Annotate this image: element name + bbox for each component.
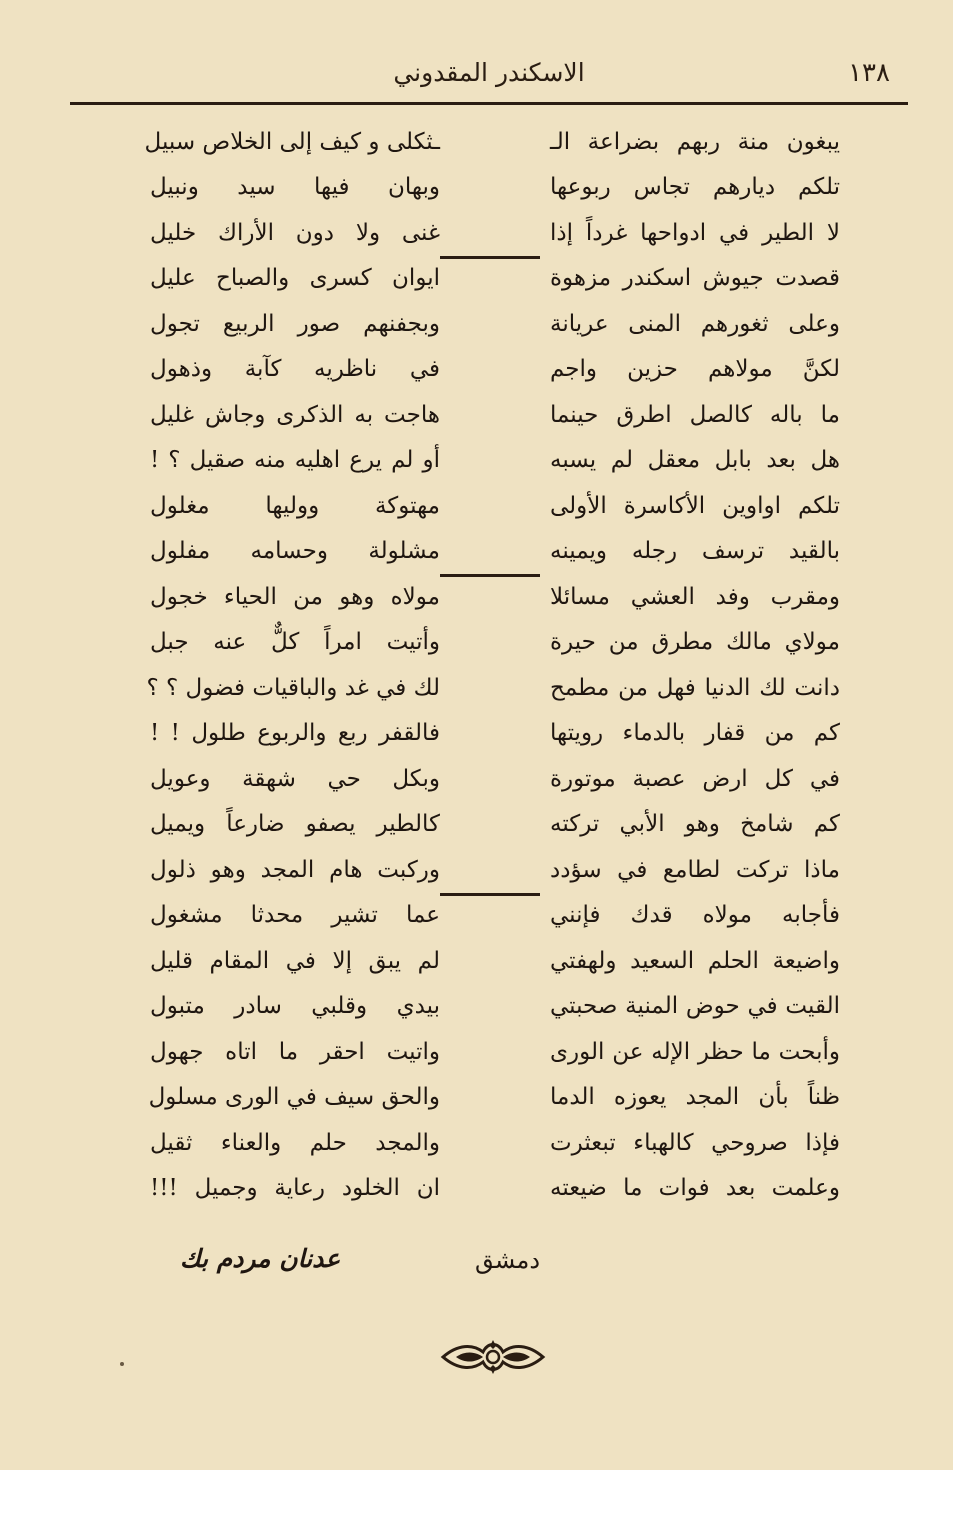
verse-line (146, 666, 840, 712)
hemistich-first: مولاي مالك مطرق من حيرة (550, 629, 840, 656)
verse-line (150, 211, 840, 257)
hemistich-first: لكنَّ مولاهم حزين واجم (550, 356, 840, 383)
hemistich-first: بالقيد ترسف رجله ويمينه (550, 538, 840, 565)
hemistich-first: هل بعد بابل معقل لم يسبه (550, 447, 840, 474)
verse-line (150, 530, 840, 576)
hemistich-second: ـثكلى و كيف إلى الخلاص سبيل (144, 128, 440, 155)
verse-line (144, 120, 840, 166)
verse-line (150, 348, 840, 394)
verse-line (150, 803, 840, 849)
hemistich-second: وبكل حي شهقة وعويل (150, 765, 440, 792)
stanza (150, 894, 840, 1213)
hemistich-first: ظناً بأن المجد يعوزه الدما (550, 1084, 840, 1111)
hemistich-first: فأجابه مولاه قدك فإنني (550, 902, 840, 929)
hemistich-first: القيت في حوض المنية صحبتي (550, 993, 840, 1020)
page-number: ١٣٨ (848, 58, 890, 88)
hemistich-first: واضيعة الحلم السعيد ولهفتي (550, 947, 840, 974)
hemistich-first: قصدت جيوش اسكندر مزهوة (550, 265, 840, 292)
hemistich-second: كالطير يصفو ضارعاً ويميل (150, 811, 440, 838)
place-name: دمشق (475, 1246, 540, 1274)
verse-line (150, 939, 840, 985)
verse-line (150, 439, 840, 485)
hemistich-second: مشلولة وحسامه مفلول (150, 538, 440, 565)
hemistich-first: ما باله كالصل اطرق حينما (550, 401, 840, 428)
paper-speck (120, 1362, 124, 1366)
hemistich-first: لا الطير في ادواحها غرداً إذا (550, 219, 840, 246)
stanza (150, 257, 840, 576)
running-title: الاسكندر المقدوني (393, 58, 585, 87)
verse-line (150, 894, 840, 940)
hemistich-first: ماذا تركت لطامع في سؤدد (550, 856, 840, 883)
hemistich-second: ان الخلود رعاية وجميل !!! (150, 1175, 440, 1202)
hemistich-second: وأتيت امراً كلٌّ عنه جبل (150, 629, 440, 656)
hemistich-first: فإذا صروحي كالهباء تبعثرت (550, 1129, 840, 1156)
arabesque-ornament-icon (438, 1332, 548, 1382)
hemistich-second: بيدي وقلبي سادر متبول (150, 993, 440, 1020)
verse-line (150, 712, 840, 758)
verse-line (150, 257, 840, 303)
hemistich-second: فالقفر ربع والربوع طلول ! ! (150, 720, 440, 747)
hemistich-second: وبجفنهم صور الربيع تجول (150, 310, 440, 337)
verse-line (150, 985, 840, 1031)
verse-line (150, 848, 840, 894)
hemistich-second: غنى ولا دون الأراك خليل (150, 219, 440, 246)
page-header (70, 50, 908, 100)
hemistich-first: وعلمت بعد فوات ما ضيعته (550, 1175, 840, 1202)
hemistich-first: في كل ارض عصبة موتورة (550, 765, 840, 792)
stanza (146, 575, 840, 894)
hemistich-first: وعلى ثغورهم المنى عريانة (550, 310, 840, 337)
poem-footer (180, 1242, 550, 1292)
hemistich-second: هاجت به الذكرى وجاش غليل (150, 401, 440, 428)
verse-line (150, 1167, 840, 1213)
hemistich-second: مهتوكة ووليها مغلول (150, 492, 440, 519)
verse-line (150, 1030, 840, 1076)
verse-line (150, 757, 840, 803)
hemistich-second: لك في غد والباقيات فضول ؟ ؟ (146, 674, 440, 701)
hemistich-second: ايوان كسرى والصباح عليل (150, 265, 440, 292)
header-rule (70, 102, 908, 105)
poem (144, 120, 840, 1212)
verse-line (150, 575, 840, 621)
hemistich-second: عما تشير محدثا مشغول (150, 902, 440, 929)
verse-line (150, 393, 840, 439)
hemistich-first: تلكم اواوين الأكاسرة الأولى (550, 492, 840, 519)
verse-line (150, 1076, 840, 1122)
verse-line (150, 166, 840, 212)
hemistich-second: مولاه وهو من الحياء خجول (150, 583, 440, 610)
hemistich-first: كم شامخ وهو الأبي تركته (550, 811, 840, 838)
hemistich-second: والحق سيف في الورى مسلول (148, 1084, 440, 1111)
hemistich-first: تلكم ديارهم تجاس ربوعها (550, 174, 840, 201)
author-signature: عدنان مردم بك (180, 1244, 341, 1273)
stanza (144, 120, 840, 257)
hemistich-second: وبهان فيها سيد ونبيل (150, 174, 440, 201)
hemistich-second: واتيت احقر ما اتاه جهول (150, 1038, 440, 1065)
verse-line (150, 302, 840, 348)
hemistich-first: كم من قفار بالدماء رويتها (550, 720, 840, 747)
hemistich-first: دانت لك الدنيا فهل من مطمح (550, 674, 840, 701)
hemistich-first: ومقرب وفد العشي مسائلا (550, 583, 840, 610)
hemistich-second: لم يبق إلا في المقام قليل (150, 947, 440, 974)
hemistich-second: أو لم يرع اهليه منه صقيل ؟ ! (150, 447, 440, 474)
hemistich-second: في ناظريه كآبة وذهول (150, 356, 440, 383)
verse-line (150, 621, 840, 667)
hemistich-first: يبغون منة ربهم بضراعة الـ (550, 128, 840, 155)
verse-line (150, 1121, 840, 1167)
hemistich-second: وركبت هام المجد وهو ذلول (150, 856, 440, 883)
verse-line (150, 484, 840, 530)
hemistich-second: والمجد حلم والعناء ثقيل (150, 1129, 440, 1156)
hemistich-first: وأبحت ما حظر الإله عن الورى (550, 1038, 840, 1065)
